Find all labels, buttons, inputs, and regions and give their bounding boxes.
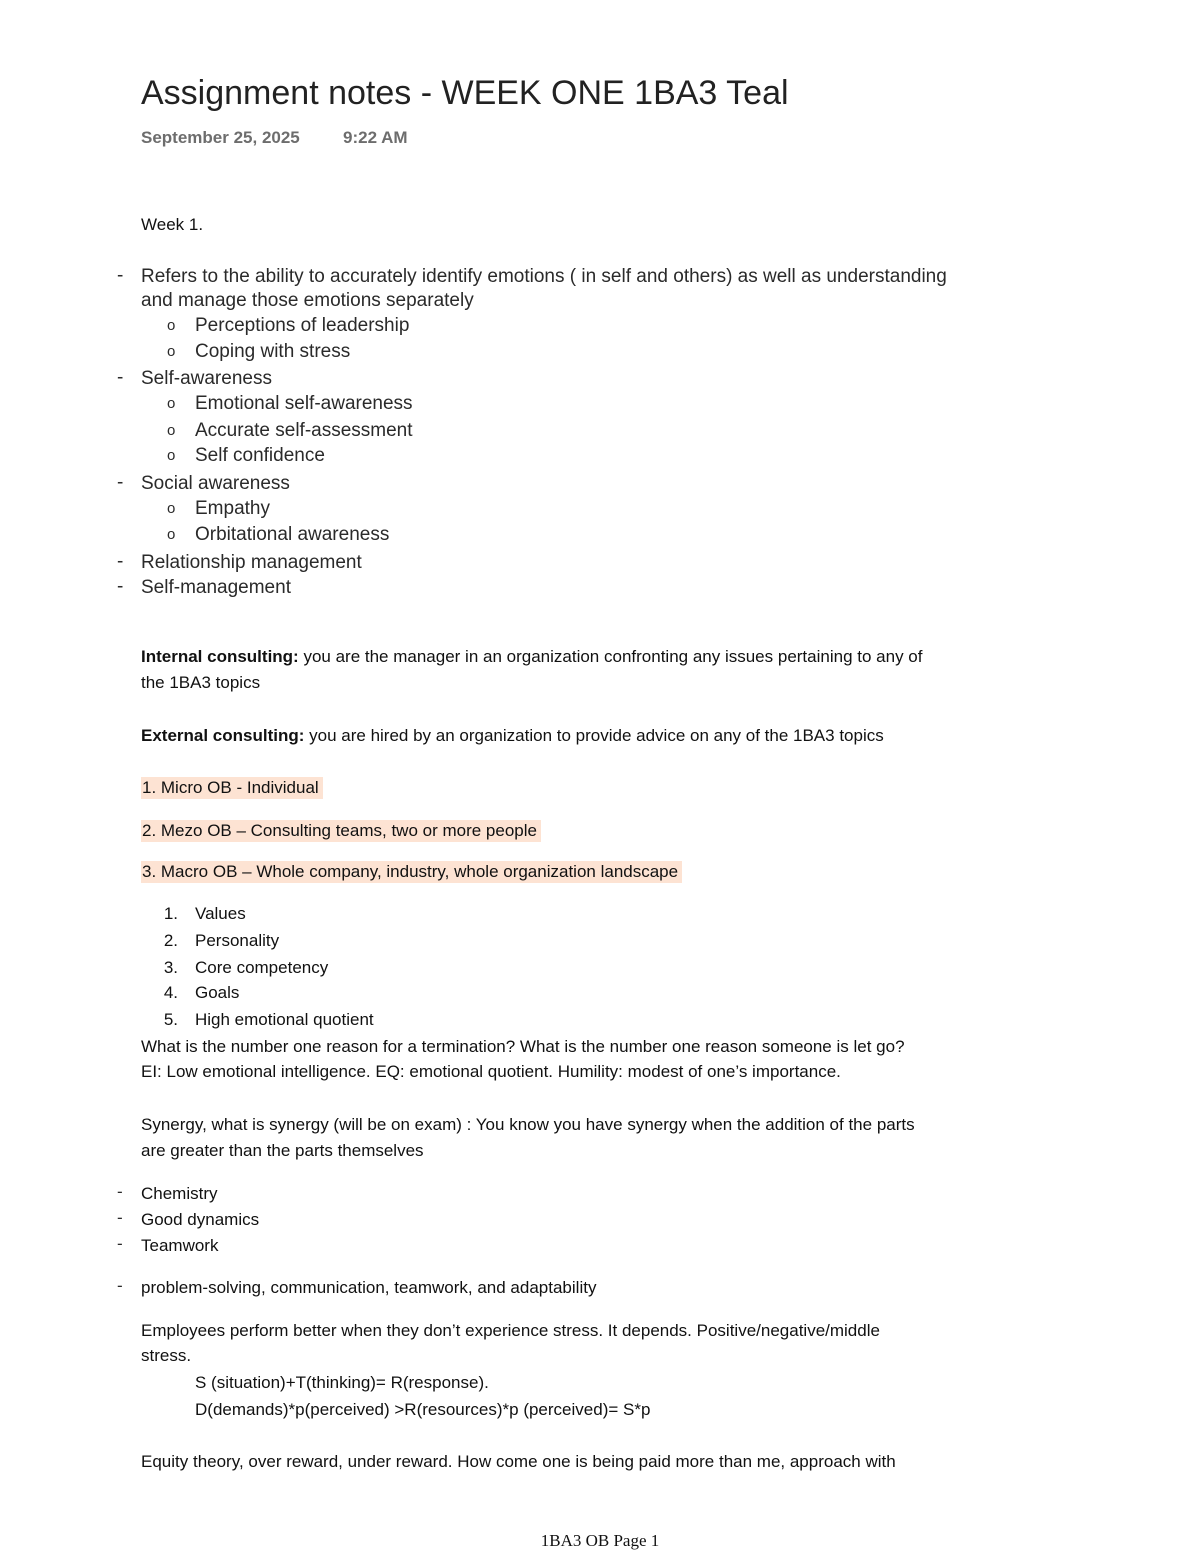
ei-definition: EI: Low emotional intelligence. EQ: emotional quotient. Humility: modest of one’s importance. — [141, 1062, 841, 1081]
list-number: 1. — [163, 904, 178, 923]
external-consulting-label: External consulting: — [141, 726, 305, 745]
circle-bullet: o — [167, 526, 176, 543]
circle-bullet: o — [167, 343, 176, 360]
ob-level-mezo — [141, 819, 541, 843]
list-number: 4. — [163, 983, 178, 1002]
circle-bullet: o — [167, 422, 176, 439]
list-item: Relationship management — [141, 552, 362, 573]
internal-consulting — [141, 645, 922, 669]
week-heading: Week 1. — [141, 215, 204, 234]
list-item: Self confidence — [195, 445, 325, 466]
dash-bullet: - — [117, 1208, 123, 1227]
note-time: 9:22 AM — [343, 128, 408, 147]
list-item: Chemistry — [141, 1184, 218, 1203]
circle-bullet: o — [167, 447, 176, 464]
list-item: Values — [195, 904, 246, 923]
page-title: Assignment notes - WEEK ONE 1BA3 Teal — [141, 74, 789, 112]
note-date: September 25, 2025 — [141, 128, 300, 147]
external-consulting-text: you are hired by an organization to provide advice on any of the 1BA3 topics — [304, 726, 884, 745]
highlight: 1. Micro OB - Individual — [141, 777, 323, 799]
list-number: 5. — [163, 1010, 178, 1029]
ob-level-micro — [141, 776, 323, 800]
internal-consulting-text: the 1BA3 topics — [141, 673, 261, 692]
formula: S (situation)+T(thinking)= R(response). — [195, 1373, 489, 1392]
list-number: 2. — [163, 931, 178, 950]
highlight: 3. Macro OB – Whole company, industry, whole organization landscape — [141, 861, 682, 883]
ei-definition-line: Refers to the ability to accurately identify emotions ( in self and others) as well as understanding — [141, 266, 947, 287]
dash-bullet: - — [117, 265, 124, 286]
circle-bullet: o — [167, 317, 176, 334]
dash-bullet: - — [117, 1182, 123, 1201]
list-item: Core competency — [195, 958, 329, 977]
list-item: Perceptions of leadership — [195, 315, 410, 336]
stress-text: Employees perform better when they don’t experience stress. It depends. Positive/negative/middle — [141, 1321, 880, 1340]
circle-bullet: o — [167, 395, 176, 412]
list-item: Coping with stress — [195, 341, 351, 362]
list-item: Emotional self-awareness — [195, 393, 413, 414]
dash-bullet: - — [117, 1234, 123, 1253]
synergy-text: Synergy, what is synergy (will be on exam) : You know you have synergy when the addition of the parts — [141, 1115, 915, 1134]
synergy-text: are greater than the parts themselves — [141, 1141, 424, 1160]
dash-bullet: - — [117, 576, 124, 597]
list-item: Social awareness — [141, 473, 290, 494]
list-item: High emotional quotient — [195, 1010, 374, 1029]
internal-consulting-label: Internal consulting: — [141, 647, 299, 666]
list-item: Good dynamics — [141, 1210, 260, 1229]
list-item: problem-solving, communication, teamwork, and adaptability — [141, 1278, 597, 1297]
equity-text: Equity theory, over reward, under reward. How come one is being paid more than me, approach with — [141, 1452, 896, 1471]
dash-bullet: - — [117, 472, 124, 493]
ei-definition-line: and manage those emotions separately — [141, 290, 474, 311]
formula: D(demands)*p(perceived) >R(resources)*p (perceived)= S*p — [195, 1400, 651, 1419]
highlight: 2. Mezo OB – Consulting teams, two or more people — [141, 820, 541, 842]
external-consulting — [141, 724, 884, 748]
termination-question: What is the number one reason for a termination? What is the number one reason someone is let go? — [141, 1037, 905, 1056]
ob-level-macro — [141, 860, 682, 884]
dash-bullet: - — [117, 551, 124, 572]
list-number: 3. — [163, 958, 178, 977]
list-item: Teamwork — [141, 1236, 219, 1255]
circle-bullet: o — [167, 500, 176, 517]
list-item: Self-awareness — [141, 368, 272, 389]
list-item: Personality — [195, 931, 280, 950]
internal-consulting-text: you are the manager in an organization confronting any issues pertaining to any of — [298, 647, 923, 666]
dash-bullet: - — [117, 367, 124, 388]
list-item: Orbitational awareness — [195, 524, 390, 545]
list-item: Accurate self-assessment — [195, 420, 413, 441]
list-item: Self-management — [141, 577, 291, 598]
list-item: Empathy — [195, 498, 270, 519]
stress-text: stress. — [141, 1346, 192, 1365]
dash-bullet: - — [117, 1276, 123, 1295]
list-item: Goals — [195, 983, 240, 1002]
page-footer: 1BA3 OB Page 1 — [540, 1531, 660, 1550]
